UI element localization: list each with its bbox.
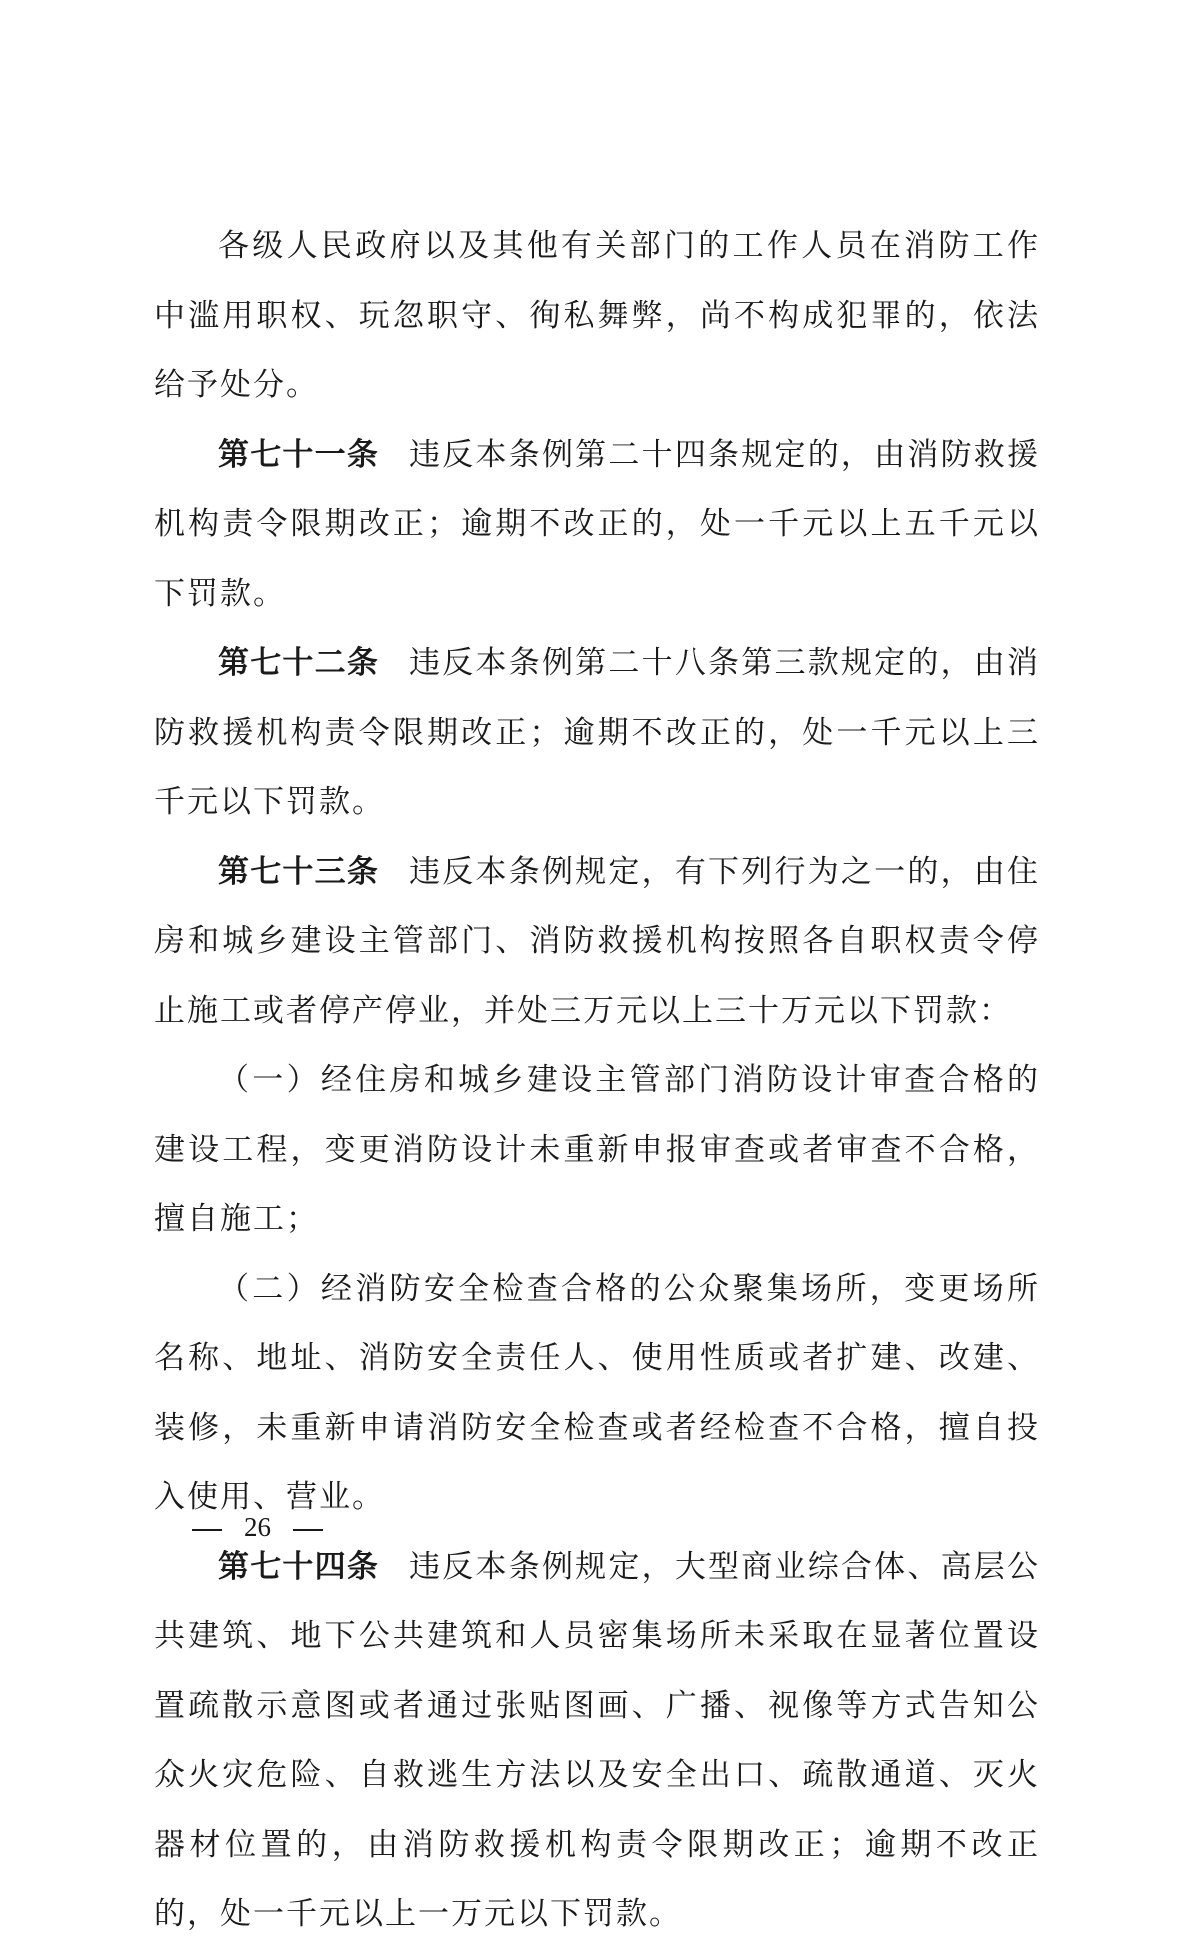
page-number: 26 xyxy=(244,1512,271,1542)
article-heading: 第七十四条 xyxy=(218,1548,380,1585)
article-71 xyxy=(154,421,1040,630)
page-footer xyxy=(170,1512,345,1543)
article-74 xyxy=(154,1533,1040,1950)
article-heading: 第七十二条 xyxy=(218,645,380,681)
article-heading: 第七十一条 xyxy=(218,436,380,473)
footer-dash-left xyxy=(192,1529,222,1531)
article-73 xyxy=(154,838,1040,1047)
article-text: 违反本条例第二十八条第三款规定的，由消防救援机构责令限期改正；逾期不改正的，处一千元以上三千元以下罚款。 xyxy=(154,645,1041,820)
item-text: （一）经住房和城乡建设主管部门消防设计审查合格的建设工程，变更消防设计未重新申报审查或者审查不合格，擅自施工； xyxy=(154,1062,1040,1237)
article-heading: 第七十三条 xyxy=(218,853,380,890)
article-72 xyxy=(154,629,1040,838)
article-text: 违反本条例规定，大型商业综合体、高层公共建筑、地下公共建筑和人员密集场所未采取在显著位置设置疏散示意图或者通过张贴图画、广播、视像等方式告知公众火灾危险、自救逃生方法以及安全出口、疏散通道、灭火器材位置的，由消防救援机构责令限期改正；逾期不改正的，处一千元以上一万元以下罚款。 xyxy=(154,1548,1041,1932)
item-text: （二）经消防安全检查合格的公众聚集场所，变更场所名称、地址、消防安全责任人、使用性质或者扩建、改建、装修，未重新申请消防安全检查或者经检查不合格，擅自投入使用、营业。 xyxy=(154,1270,1040,1515)
article-73-item-2 xyxy=(154,1255,1040,1533)
paragraph-1 xyxy=(154,212,1040,421)
article-73-item-1 xyxy=(154,1046,1040,1255)
article-text: 违反本条例规定，有下列行为之一的，由住房和城乡建设主管部门、消防救援机构按照各自职权责令停止施工或者停产停业，并处三万元以上三十万元以下罚款： xyxy=(154,853,1041,1029)
article-text: 违反本条例第二十四条规定的，由消防救援机构责令限期改正；逾期不改正的，处一千元以上五千元以下罚款。 xyxy=(154,436,1041,612)
footer-dash-right xyxy=(293,1529,323,1531)
paragraph-text: 各级人民政府以及其他有关部门的工作人员在消防工作中滥用职权、玩忽职守、徇私舞弊，尚不构成犯罪的，依法给予处分。 xyxy=(154,228,1040,403)
document-body xyxy=(154,212,1040,1950)
